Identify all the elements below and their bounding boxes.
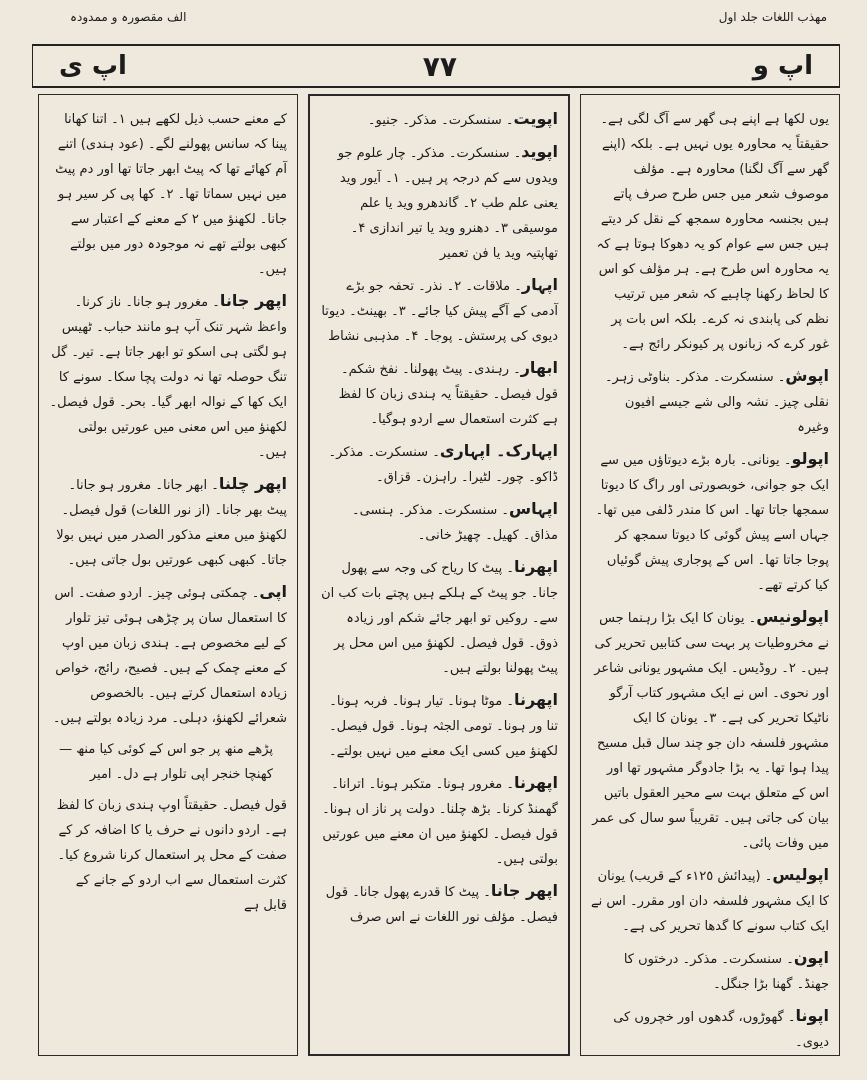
entry	[49, 105, 287, 282]
definition: مغرور ہو جانا۔ ناز کرنا۔ واعظ شہر تنک آپ ہو مانند حباب۔ ٹھیس ہو لگتی ہی اسکو تو ابھر جاتا ہے۔ تیر۔ گل تنگ حوصلہ تھا نہ دولت پچا سکا۔ سونے کا ایک کھا کے نوالہ ابھر گیا۔ بحر۔ قول فیصل۔ لکھنؤ میں اس معنی میں عورتیں بولتی ہیں۔	[49, 295, 287, 460]
entry: اپھرنا۔ موٹا ہونا۔ تیار ہونا۔ فربہ ہونا۔ تنا ور ہونا۔ تومی الجثہ ہونا۔ قول فیصل۔ لکھنؤ میں کسی ایک معنے میں نہیں بولتے۔	[328, 690, 558, 759]
definition: گھوڑوں، گدھوں اور خچروں کی دیوی۔	[613, 1010, 829, 1050]
definition: سنسکرت۔ مذکر۔ ہنسی۔ مذاق۔ کھیل۔ چھیڑ خانی۔	[352, 503, 558, 543]
column-middle	[308, 94, 570, 1056]
verse-couplet: پڑھے منھ پر جو اس کے کوئی کیا منھ — کھنچا خنجر اپی تلوار ہے دل۔ امیر	[59, 742, 273, 782]
definition: سنسکرت۔ مذکر۔ ڈاکو۔ چور۔ لٹیرا۔ راہزن۔ قزاق۔	[328, 445, 558, 485]
entry: اپون۔ سنسکرت۔ مذکر۔ درختوں کا جھنڈ۔ گھنا بڑا جنگل۔	[623, 948, 829, 992]
column-left	[38, 94, 298, 1056]
definition: پیٹ کا ریاح کی وجہ سے پھول جانا۔ جو پیٹ کے ہلکے ہیں پچتے بات کب ان سے۔ روکیں تو ابھر جائے شکم اور زیادہ ذوق۔ قول فیصل۔ لکھنؤ میں اس محل پر پیٹ پھولنا بولتے ہیں۔	[321, 561, 558, 676]
entry: اپھرنا۔ پیٹ کا ریاح کی وجہ سے پھول جانا۔ جو پیٹ کے ہلکے ہیں پچتے بات کب ان سے۔ روکیں تو ابھر جائے شکم اور زیادہ ذوق۔ قول فیصل۔ لکھنؤ میں اس محل پر پیٹ پھولنا بولتے ہیں۔	[321, 557, 558, 676]
headword: اپوش	[785, 366, 829, 385]
entry: اپھرنا۔ مغرور ہونا۔ متکبر ہونا۔ اترانا۔ گھمنڈ کرنا۔ بڑھ چلنا۔ دولت پر ناز اں ہونا۔ قول فیصل۔ لکھنؤ میں ان معنے میں عورتیں بولتی ہیں۔	[322, 773, 558, 867]
page-header-bar	[32, 44, 840, 88]
headword: اپولو	[791, 449, 829, 468]
definition: (پیدائش ١٢٥ء کے قریب) یونان کا ایک مشہور فلسفہ دان اور مقرر۔ اس نے ایک کتاب سونے کا گدھا تحریر کی ہے۔	[591, 869, 829, 934]
headword: اپھر جانا	[219, 291, 287, 310]
header-letters-right: اپ و	[752, 51, 813, 81]
headword: اپولیس	[772, 865, 829, 884]
headword: ابھار	[520, 358, 558, 377]
running-head-right: مھذب اللغات جلد اول	[718, 10, 827, 24]
entry: اپھر چلنا۔ ابھر جانا۔ مغرور ہو جانا۔ پیٹ بھر جانا۔ (از نور اللغات) قول فیصل۔ لکھنؤ میں معنے مذکور الصدر میں نہیں بولا جاتا۔ کبھی کبھی عورتیں بول جاتی ہیں۔	[56, 474, 287, 568]
entry-tail: قول فیصل۔ حقیقتاً اوپ ہندی زبان کا لفظ ہے۔ اردو دانوں نے حرف یا کا اضافہ کر کے صفت کے محل پر استعمال کرنا شروع کیا۔ کثرت استعمال سے اب اردو کے جانے کے قابل ہے	[56, 798, 287, 913]
headword: اپہار	[521, 275, 558, 294]
entry: اپھر جانا۔ مغرور ہو جانا۔ ناز کرنا۔ واعظ شہر تنک آپ ہو مانند حباب۔ ٹھیس ہو لگتی ہی اسکو تو ابھر جاتا ہے۔ تیر۔ گل تنگ حوصلہ تھا نہ دولت پچا سکا۔ سونے کا ایک کھا کے نوالہ ابھر گیا۔ بحر۔ قول فیصل۔ لکھنؤ میں اس معنی میں عورتیں بولتی ہیں۔	[49, 291, 287, 460]
entry: اپولیس۔ (پیدائش ١٢٥ء کے قریب) یونان کا ایک مشہور فلسفہ دان اور مقرر۔ اس نے ایک کتاب سونے کا گدھا تحریر کی ہے۔	[591, 865, 829, 934]
entry: اپویت۔ سنسکرت۔ مذکر۔ جنیو۔	[367, 109, 558, 128]
definition: یونان کا ایک بڑا رہنما جس نے مخروطیات پر بہت سی کتابیں تحریر کی ہیں۔ ٢۔ روڈیس۔ ایک مشہور یونانی شاعر اور نحوی۔ اس نے ایک مشہور کتاب آرگو ناٹیکا تحریر کی ہے۔ ٣۔ یونان کا ایک مشہور فلسفہ دان جو چند سال قبل مسیح پیدا ہوا تھا۔ یہ بڑا جادوگر مشہور تھا اور اس کے متعلق بہت سے محیر العقول باتیں بیان کی جاتی ہیں۔ تقریباً سو سال کی عمر میں وفات پائی۔	[592, 611, 829, 851]
definition: پیٹ کا قدرے پھول جانا۔ قول فیصل۔ مؤلف نور اللغات نے اس صرف	[325, 885, 558, 925]
headword: اپولونیس	[756, 607, 829, 626]
headword: اپونا	[795, 1006, 829, 1025]
entry: اپی۔ چمکتی ہوئی چیز۔ اردو صفت۔ اس کا استعمال سان پر چڑھی ہوئی تیز تلوار کے لیے مخصوص ہے۔ ہندی زبان میں اوپ کے معنے چمک کے ہیں۔ فصیح، رائج، خواص زیادہ استعمال کرتے ہیں۔ بالخصوص شعرائے لکھنؤ، دہلی۔ مرد زیادہ بولتے ہیں۔	[52, 582, 287, 726]
headword: اپویت	[513, 109, 558, 128]
running-head-left: الف مقصورہ و ممدودہ	[70, 10, 187, 24]
definition: سنسکرت۔ مذکر۔ بناوٹی زہر۔ نقلی چیز۔ نشہ والی شے جیسے افیون وغیرہ	[604, 370, 829, 435]
headword: اپہاس	[509, 499, 558, 518]
page-number: ٧٧	[422, 49, 457, 83]
entry: ابھار۔ رہندی۔ پیٹ پھولنا۔ نفخ شکم۔ قول فیصل۔ حقیقتاً یہ ہندی زبان کا لفظ ہے کثرت استعمال سے اردو ہوگیا۔	[338, 358, 558, 427]
headword: اپھرنا	[513, 557, 558, 576]
definition: رہندی۔ پیٹ پھولنا۔ نفخ شکم۔ قول فیصل۔ حقیقتاً یہ ہندی زبان کا لفظ ہے کثرت استعمال سے اردو ہوگیا۔	[338, 362, 558, 427]
definition: سنسکرت۔ مذکر۔ چار علوم جو ویدوں سے کم درجہ پر ہیں۔ ١۔ آیور وید یعنی علم طب ٢۔ گاندھرو وید یا علم موسیقی ٣۔ دھنرو وید یا تیر اندازی ۴۔ تھاپتیہ وید یا فن تعمیر	[337, 146, 558, 261]
definition: کے معنے حسب ذیل لکھے ہیں ١۔ اتنا کھانا پینا کہ سانس پھولنے لگے۔ (عود ہندی) اتنے آم کھائے تھا کہ پیٹ ابھر جاتا تھا اور دم پیٹ میں نہیں سماتا تھا۔ ٢۔ کھا پی کر سیر ہو جانا۔ لکھنؤ میں ٢ کے معنے کے اعتبار سے کبھی بولتے تھے نہ موجودہ دور میں بولتے ہیں۔	[55, 112, 287, 277]
definition: چمکتی ہوئی چیز۔ اردو صفت۔ اس کا استعمال سان پر چڑھی ہوئی تیز تلوار کے لیے مخصوص ہے۔ ہندی زبان میں اوپ کے معنے چمک کے ہیں۔ فصیح، رائج، خواص زیادہ استعمال کرتے ہیں۔ بالخصوص شعرائے لکھنؤ، دہلی۔ مرد زیادہ بولتے ہیں۔	[52, 586, 287, 726]
definition: سنسکرت۔ مذکر۔ درختوں کا جھنڈ۔ گھنا بڑا جنگل۔	[623, 952, 829, 992]
entry: اپولو۔ یونانی۔ بارہ بڑے دیوتاؤں میں سے ایک جو جوانی، خوبصورتی اور راگ کا دیوتا سمجھا جاتا تھا۔ اس کا مندر ڈلفی میں تھا۔ جہاں اسے پیش گوئی کا دیوتا سمجھ کر پوجا جاتا تھا۔ اس کے پوجاری پیش گوئیاں کیا کرتے تھے۔	[595, 449, 829, 593]
definition: مغرور ہونا۔ متکبر ہونا۔ اترانا۔ گھمنڈ کرنا۔ بڑھ چلنا۔ دولت پر ناز اں ہونا۔ قول فیصل۔ لکھنؤ میں ان معنے میں عورتیں بولتی ہیں۔	[322, 777, 558, 867]
definition: یونانی۔ بارہ بڑے دیوتاؤں میں سے ایک جو جوانی، خوبصورتی اور راگ کا دیوتا سمجھا جاتا تھا۔ اس کا مندر ڈلفی میں تھا۔ جہاں اسے پیش گوئی کا دیوتا سمجھ کر پوجا جاتا تھا۔ اس کے پوجاری پیش گوئیاں کیا کرتے تھے۔	[595, 453, 829, 593]
headword: اپھرنا	[513, 773, 558, 792]
headword: اپوید	[521, 142, 558, 161]
text-columns	[38, 94, 840, 1056]
entry: اپوید۔ سنسکرت۔ مذکر۔ چار علوم جو ویدوں سے کم درجہ پر ہیں۔ ١۔ آیور وید یعنی علم طب ٢۔ گاندھرو وید یا علم موسیقی ٣۔ دھنرو وید یا تیر اندازی ۴۔ تھاپتیہ وید یا فن تعمیر	[337, 142, 558, 261]
definition: یوں لکھا ہے اپنے ہی گھر سے آگ لگی ہے۔ حقیقتاً یہ محاورہ یوں نہیں ہے۔ بلکہ (اپنے گھر سے آگ لگنا) محاورہ ہے۔ مؤلف موصوف شعر میں جس طرح صرف پاتے ہیں بجنسہ محاورہ سمجھ کے نقل کر دیتے ہیں جس سے عوام کو یہ دھوکا ہوتا ہے کہ یہ محاورہ اس طرح ہے۔ ہر مؤلف کو اس کا لحاظ رکھنا چاہیے کہ شعر میں ترتیب نظم کی پابندی نہ کرے۔ بلکہ اس بات پر غور کرے کہ زبانوں پر کیونکر رائج ہے۔	[596, 112, 829, 352]
headword: اپہارک۔ اپہاری	[439, 441, 558, 460]
headword: اپھر جانا	[490, 881, 558, 900]
headword: اپھرنا	[513, 690, 558, 709]
entry: اپہاس۔ سنسکرت۔ مذکر۔ ہنسی۔ مذاق۔ کھیل۔ چھیڑ خانی۔	[352, 499, 558, 543]
definition: ابھر جانا۔ مغرور ہو جانا۔ پیٹ بھر جانا۔ (از نور اللغات) قول فیصل۔ لکھنؤ میں معنے مذکور الصدر میں نہیں بولا جاتا۔ کبھی کبھی عورتیں بول جاتی ہیں۔	[56, 478, 287, 568]
entry: اپہار۔ ملاقات۔ ٢۔ نذر۔ تحفہ جو بڑے آدمی کے آگے پیش کیا جائے۔ ٣۔ بھینٹ۔ دیوتا دیوی کی پرستش۔ پوجا۔ ۴۔ مذہبی نشاط	[321, 275, 558, 344]
entry: اپوش۔ سنسکرت۔ مذکر۔ بناوٹی زہر۔ نقلی چیز۔ نشہ والی شے جیسے افیون وغیرہ	[604, 366, 829, 435]
headword: اپون	[793, 948, 829, 967]
definition: ملاقات۔ ٢۔ نذر۔ تحفہ جو بڑے آدمی کے آگے پیش کیا جائے۔ ٣۔ بھینٹ۔ دیوتا دیوی کی پرستش۔ پوجا۔ ۴۔ مذہبی نشاط	[321, 279, 558, 344]
headword: اپھر چلنا	[218, 474, 287, 493]
entry: اپونا۔ گھوڑوں، گدھوں اور خچروں کی دیوی۔	[613, 1006, 829, 1050]
entry: اپہارک۔ اپہاری۔ سنسکرت۔ مذکر۔ ڈاکو۔ چور۔ لٹیرا۔ راہزن۔ قزاق۔	[328, 441, 558, 485]
entry: اپھر جانا۔ پیٹ کا قدرے پھول جانا۔ قول فیصل۔ مؤلف نور اللغات نے اس صرف	[325, 881, 558, 925]
header-letters-left: اپ ی	[59, 51, 127, 81]
column-right	[580, 94, 840, 1056]
definition: سنسکرت۔ مذکر۔ جنیو۔	[367, 113, 502, 128]
definition: موٹا ہونا۔ تیار ہونا۔ فربہ ہونا۔ تنا ور ہونا۔ تومی الجثہ ہونا۔ قول فیصل۔ لکھنؤ میں کسی ایک معنے میں نہیں بولتے۔	[328, 694, 558, 759]
entry	[591, 105, 829, 357]
headword: اپی	[259, 582, 287, 601]
entry: اپولونیس۔ یونان کا ایک بڑا رہنما جس نے مخروطیات پر بہت سی کتابیں تحریر کی ہیں۔ ٢۔ روڈیس۔ ایک مشہور یونانی شاعر اور نحوی۔ اس نے ایک مشہور کتاب آرگو ناٹیکا تحریر کی ہے۔ ٣۔ یونان کا ایک مشہور فلسفہ دان جو چند سال قبل مسیح پیدا ہوا تھا۔ یہ بڑا جادوگر مشہور تھا اور اس کے متعلق بہت سے محیر العقول باتیں بیان کی جاتی ہیں۔ تقریباً سو سال کی عمر میں وفات پائی۔	[592, 607, 829, 851]
